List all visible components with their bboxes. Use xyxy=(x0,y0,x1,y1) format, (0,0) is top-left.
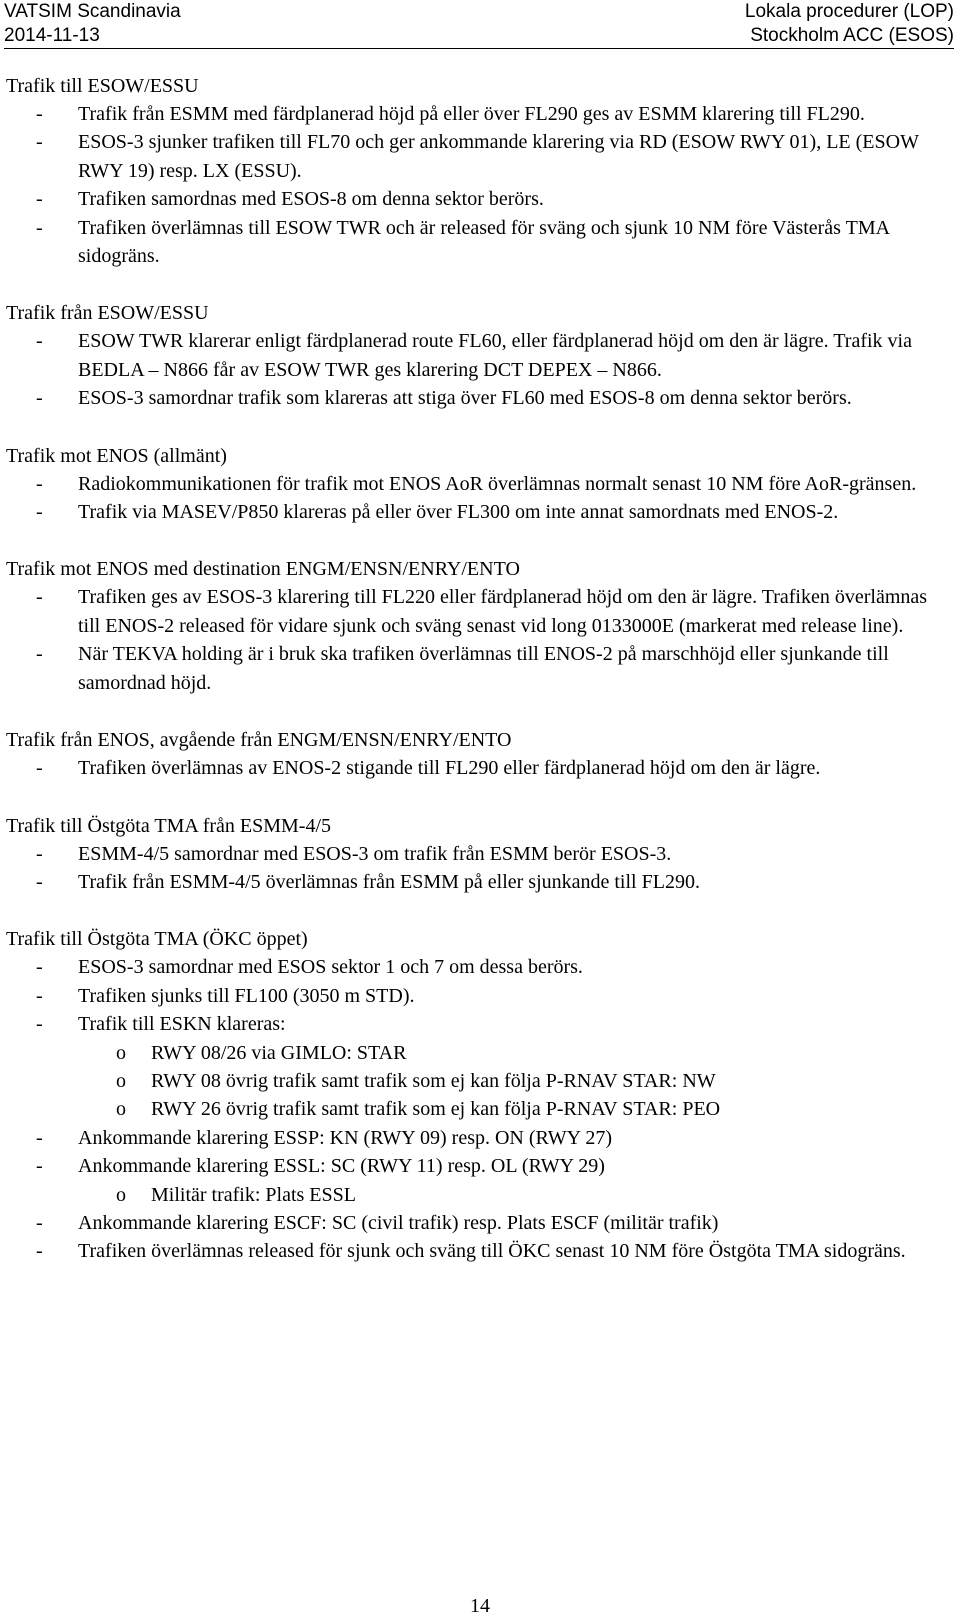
list-item-text: Radiokommunikationen för trafik mot ENOS AoR överlämnas normalt senast 10 NM före AoR-gränsen. xyxy=(78,472,917,495)
page-number: 14 xyxy=(470,1595,490,1617)
list-item xyxy=(6,840,936,868)
list-item-text: Ankommande klarering ESCF: SC (civil trafik) resp. Plats ESCF (militär trafik) xyxy=(78,1211,719,1234)
list-item xyxy=(6,327,936,384)
page-header xyxy=(4,0,954,49)
list-item-text: ESOS-3 samordnar trafik som klareras att stiga över FL60 med ESOS-8 om denna sektor berörs. xyxy=(78,387,852,410)
list-item-text: Ankommande klarering ESSP: KN (RWY 09) resp. ON (RWY 27) xyxy=(78,1126,613,1149)
section-heading: Trafik till Östgöta TMA från ESMM-4/5 xyxy=(6,814,332,837)
sub-list-item-text: RWY 08 övrig trafik samt trafik som ej kan följa P-RNAV STAR: NW xyxy=(151,1069,716,1092)
list-item-text: Trafik från ESMM-4/5 överlämnas från ESMM på eller sjunkande till FL290. xyxy=(78,870,700,893)
header-right xyxy=(745,0,954,48)
section-ostgota-tma-fran-esmm xyxy=(6,812,936,897)
list-item xyxy=(6,868,936,896)
list-item-text: Trafik från ESMM med färdplanerad höjd på eller över FL290 ges av ESMM klarering till FL290. xyxy=(78,103,865,125)
list-item xyxy=(6,982,936,1010)
dash-marker: - xyxy=(36,643,43,666)
sub-list-item-text: Militär trafik: Plats ESSL xyxy=(151,1183,356,1206)
header-org: VATSIM Scandinavia xyxy=(4,1,181,22)
section-trafik-fran-enos xyxy=(6,726,936,782)
list-item xyxy=(6,128,936,185)
list-item xyxy=(6,1124,936,1152)
dash-marker: - xyxy=(36,1126,43,1149)
header-doc-title: Lokala procedurer (LOP) xyxy=(744,1,954,22)
dash-marker: - xyxy=(36,472,43,495)
dash-marker: - xyxy=(36,1013,43,1036)
list-item xyxy=(6,1209,936,1237)
list-item xyxy=(6,185,936,213)
dash-marker: - xyxy=(36,1155,43,1178)
circle-bullet-icon: o xyxy=(116,1041,126,1064)
sub-list-item-text: RWY 08/26 via GIMLO: STAR xyxy=(151,1041,407,1064)
section-trafik-mot-enos-destination xyxy=(6,555,936,697)
list-item-text: ESOW TWR klarerar enligt färdplanerad route FL60, eller färdplanerad höjd om den är lägre. Trafik via BEDLA – N866 får av ESOW TWR ges klarering DCT DEPEX – N866. xyxy=(78,330,912,381)
list-item-text: Trafiken samordnas med ESOS-8 om denna sektor berörs. xyxy=(78,188,544,211)
list-item xyxy=(6,1237,936,1265)
list-item xyxy=(6,953,936,981)
section-trafik-fran-esow-essu xyxy=(6,299,936,412)
list-item-text: ESOS-3 sjunker trafiken till FL70 och ger ankommande klarering via RD (ESOW RWY 01), LE (ESOW RWY 19) resp. LX (ESSU). xyxy=(78,131,919,182)
header-left xyxy=(4,0,181,48)
section-heading: Trafik till ESOW/ESSU xyxy=(6,75,199,97)
section-heading: Trafik från ENOS, avgående från ENGM/ENSN/ENRY/ENTO xyxy=(6,729,512,752)
list-item xyxy=(6,498,936,526)
dash-marker: - xyxy=(36,501,43,524)
list-item-text: Trafiken överlämnas av ENOS-2 stigande till FL290 eller färdplanerad höjd om den är lägre. xyxy=(78,757,821,780)
dash-marker: - xyxy=(36,131,43,154)
list-item-text: Trafik till ESKN klareras: xyxy=(78,1013,286,1036)
sub-list-item xyxy=(6,1039,936,1067)
circle-bullet-icon: o xyxy=(116,1069,126,1092)
list-item xyxy=(6,100,936,128)
list-item xyxy=(6,583,936,640)
list-item xyxy=(6,1152,936,1180)
dash-marker: - xyxy=(36,842,43,865)
dash-marker: - xyxy=(36,870,43,893)
list-item xyxy=(6,754,936,782)
list-item-text: Trafiken överlämnas till ESOW TWR och är released för sväng och sjunk 10 NM före Västerås TMA sidogräns. xyxy=(78,216,889,268)
list-item xyxy=(6,1010,936,1038)
list-item xyxy=(6,214,936,271)
list-item-text: Trafiken sjunks till FL100 (3050 m STD). xyxy=(78,984,415,1007)
circle-bullet-icon: o xyxy=(116,1183,126,1206)
list-item xyxy=(6,384,936,412)
document-body xyxy=(6,72,936,1295)
dash-marker: - xyxy=(36,330,43,353)
circle-bullet-icon: o xyxy=(116,1098,126,1121)
section-heading: Trafik till Östgöta TMA (ÖKC öppet) xyxy=(6,928,308,951)
section-trafik-mot-enos-allmant xyxy=(6,442,936,527)
sub-list-item xyxy=(6,1181,936,1209)
section-heading: Trafik från ESOW/ESSU xyxy=(6,302,209,325)
section-heading: Trafik mot ENOS med destination ENGM/ENSN/ENRY/ENTO xyxy=(6,558,520,581)
list-item-text: Trafik via MASEV/P850 klareras på eller över FL300 om inte annat samordnats med ENOS-2. xyxy=(78,501,839,524)
list-item-text: ESOS-3 samordnar med ESOS sektor 1 och 7 om dessa berörs. xyxy=(78,956,583,979)
dash-marker: - xyxy=(36,1240,43,1263)
dash-marker: - xyxy=(36,188,43,211)
dash-marker: - xyxy=(36,216,43,239)
dash-marker: - xyxy=(36,984,43,1007)
list-item xyxy=(6,640,936,697)
dash-marker: - xyxy=(36,586,43,609)
list-item xyxy=(6,470,936,498)
sub-list-item xyxy=(6,1095,936,1123)
list-item-text: Trafiken överlämnas released för sjunk och sväng till ÖKC senast 10 NM före Östgöta TMA sidogräns. xyxy=(78,1240,906,1263)
sub-list-item xyxy=(6,1067,936,1095)
section-trafik-till-esow-essu xyxy=(6,72,936,270)
list-item-text: Ankommande klarering ESSL: SC (RWY 11) resp. OL (RWY 29) xyxy=(78,1155,605,1178)
dash-marker: - xyxy=(36,103,43,125)
header-unit: Stockholm ACC (ESOS) xyxy=(750,25,954,46)
list-item-text: Trafiken ges av ESOS-3 klarering till FL220 eller färdplanerad höjd om den är lägre. Trafiken överlämnas till ENOS-2 released för vidare sjunk och sväng senast vid long 0133000E (markerat med release line). xyxy=(78,586,928,637)
dash-marker: - xyxy=(36,387,43,410)
sub-list-item-text: RWY 26 övrig trafik samt trafik som ej kan följa P-RNAV STAR: PEO xyxy=(151,1098,721,1121)
section-heading: Trafik mot ENOS (allmänt) xyxy=(6,444,227,467)
header-date: 2014-11-13 xyxy=(4,25,100,46)
dash-marker: - xyxy=(36,757,43,780)
section-ostgota-tma-okc-oppet xyxy=(6,925,936,1265)
list-item-text: ESMM-4/5 samordnar med ESOS-3 om trafik från ESMM berör ESOS-3. xyxy=(78,842,672,865)
list-item-text: När TEKVA holding är i bruk ska trafiken överlämnas till ENOS-2 på marschhöjd eller sjunkande till samordnad höjd. xyxy=(78,643,889,694)
dash-marker: - xyxy=(36,1211,43,1234)
dash-marker: - xyxy=(36,956,43,979)
